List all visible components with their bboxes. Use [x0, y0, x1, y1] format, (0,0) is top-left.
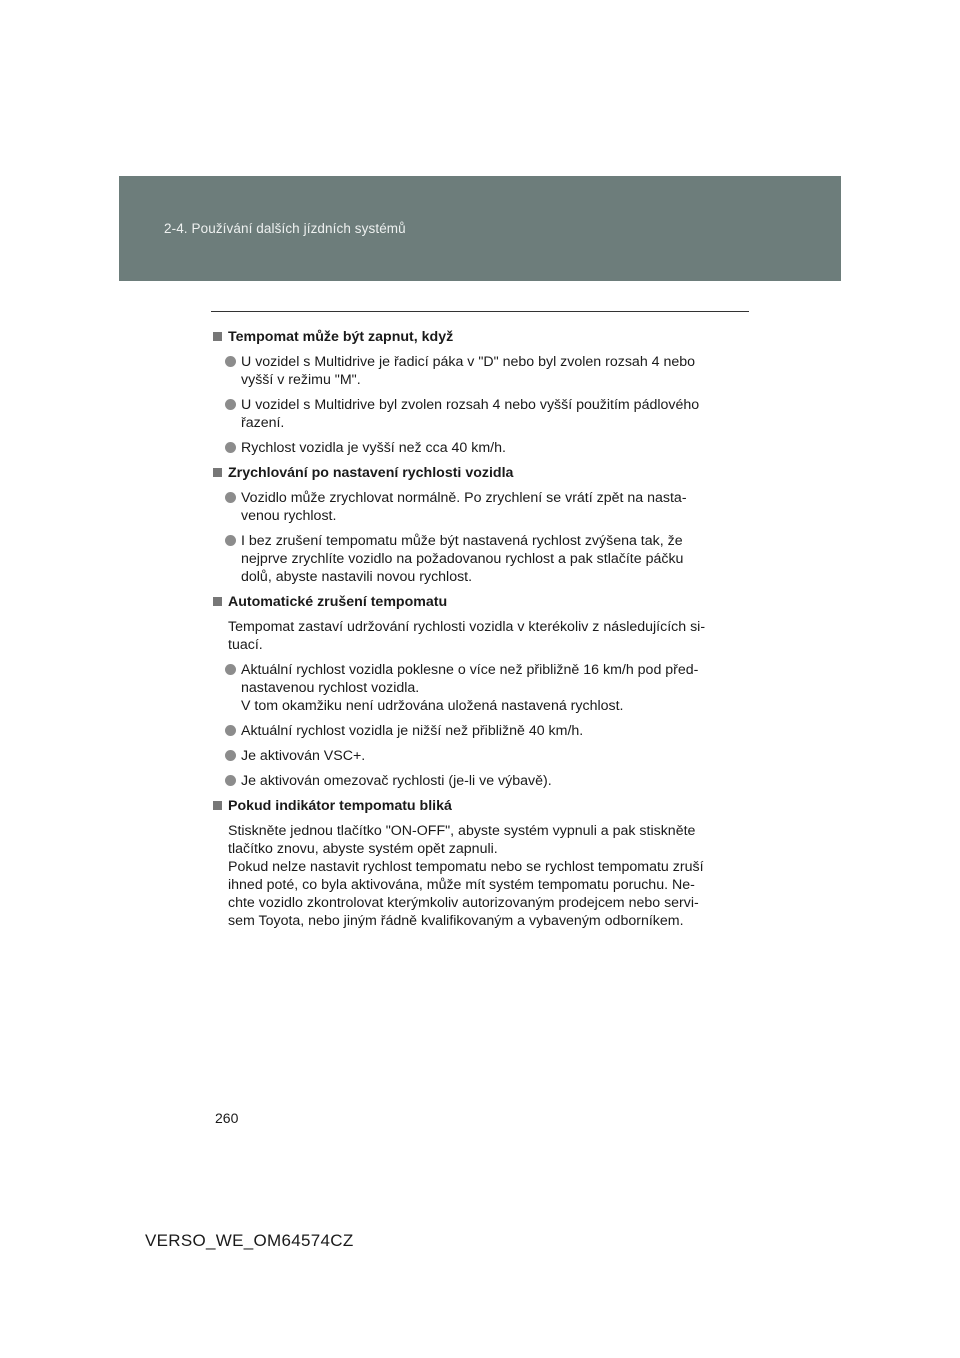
text-line: Stiskněte jednou tlačítko "ON-OFF", abyste systém vypnuli a pak stiskněte	[228, 823, 696, 839]
section-divider	[211, 311, 749, 312]
section-heading-text: Pokud indikátor tempomatu bliká	[228, 798, 452, 814]
text-line: nejprve zrychlíte vozidlo na požadovanou rychlost a pak stlačíte páčku	[241, 551, 684, 567]
text-line: dolů, abyste nastavili novou rychlost.	[241, 569, 473, 585]
text-line: Tempomat zastaví udržování rychlosti vozidla v kterékoliv z následujících si-	[228, 619, 706, 635]
page-number: 260	[215, 1110, 239, 1126]
section	[211, 797, 744, 930]
circle-bullet-icon	[225, 664, 236, 675]
circle-bullet-icon	[225, 725, 236, 736]
text-line: U vozidel s Multidrive byl zvolen rozsah 4 nebo vyšší použitím pádlového	[241, 397, 700, 413]
text-line: chte vozidlo zkontrolovat kterýmkoliv autorizovaným prodejcem nebo servi-	[228, 895, 699, 911]
section	[211, 593, 744, 790]
bullet-item	[211, 353, 744, 389]
text-line: Aktuální rychlost vozidla je nižší než přibližně 40 km/h.	[241, 723, 584, 739]
square-bullet-icon	[213, 332, 222, 341]
chapter-header-band	[119, 176, 841, 281]
bullet-item	[211, 439, 744, 457]
bullet-item	[211, 489, 744, 525]
bullet-item	[211, 661, 744, 715]
bullet-item	[211, 396, 744, 432]
text-line: tlačítko znovu, abyste systém opět zapnuli.	[228, 841, 498, 857]
text-line: U vozidel s Multidrive je řadicí páka v "D" nebo byl zvolen rozsah 4 nebo	[241, 354, 696, 370]
section-heading-text: Automatické zrušení tempomatu	[228, 594, 448, 610]
section-heading	[211, 328, 744, 346]
section-heading	[211, 797, 744, 815]
text-line: V tom okamžiku není udržována uložená nastavená rychlost.	[241, 698, 624, 714]
bullet-item	[211, 772, 744, 790]
section-heading	[211, 464, 744, 482]
document-code: VERSO_WE_OM64574CZ	[145, 1231, 354, 1250]
section-heading	[211, 593, 744, 611]
text-line: Pokud nelze nastavit rychlost tempomatu nebo se rychlost tempomatu zruší	[228, 859, 704, 875]
circle-bullet-icon	[225, 399, 236, 410]
text-line: Aktuální rychlost vozidla poklesne o více než přibližně 16 km/h pod před-	[241, 662, 699, 678]
text-line: tuací.	[228, 637, 263, 653]
section	[211, 328, 744, 457]
square-bullet-icon	[213, 468, 222, 477]
text-line: ihned poté, co byla aktivována, může mít systém tempomatu poruchu. Ne-	[228, 877, 695, 893]
circle-bullet-icon	[225, 442, 236, 453]
square-bullet-icon	[213, 597, 222, 606]
text-line: vyšší v režimu "M".	[241, 372, 361, 388]
section-intro	[211, 822, 744, 930]
text-line: Vozidlo může zrychlovat normálně. Po zrychlení se vrátí zpět na nasta-	[241, 490, 687, 506]
text-line: venou rychlost.	[241, 508, 337, 524]
bullet-item	[211, 747, 744, 765]
text-line: Rychlost vozidla je vyšší než cca 40 km/h.	[241, 440, 506, 456]
text-line: nastavenou rychlost vozidla.	[241, 680, 420, 696]
circle-bullet-icon	[225, 775, 236, 786]
text-line: řazení.	[241, 415, 285, 431]
circle-bullet-icon	[225, 535, 236, 546]
section-intro	[211, 618, 744, 654]
text-line: sem Toyota, nebo jiným řádně kvalifikovaným a vybaveným odborníkem.	[228, 913, 684, 929]
circle-bullet-icon	[225, 356, 236, 367]
square-bullet-icon	[213, 801, 222, 810]
section	[211, 464, 744, 586]
page-content	[211, 328, 744, 937]
text-line: I bez zrušení tempomatu může být nastavená rychlost zvýšena tak, že	[241, 533, 683, 549]
bullet-item	[211, 532, 744, 586]
text-line: Je aktivován omezovač rychlosti (je-li ve výbavě).	[241, 773, 552, 789]
text-line: Je aktivován VSC+.	[241, 748, 366, 764]
circle-bullet-icon	[225, 492, 236, 503]
bullet-item	[211, 722, 744, 740]
section-heading-text: Zrychlování po nastavení rychlosti vozidla	[228, 465, 514, 481]
circle-bullet-icon	[225, 750, 236, 761]
section-heading-text: Tempomat může být zapnut, když	[228, 329, 454, 345]
chapter-breadcrumb: 2-4. Používání dalších jízdních systémů	[164, 221, 406, 236]
